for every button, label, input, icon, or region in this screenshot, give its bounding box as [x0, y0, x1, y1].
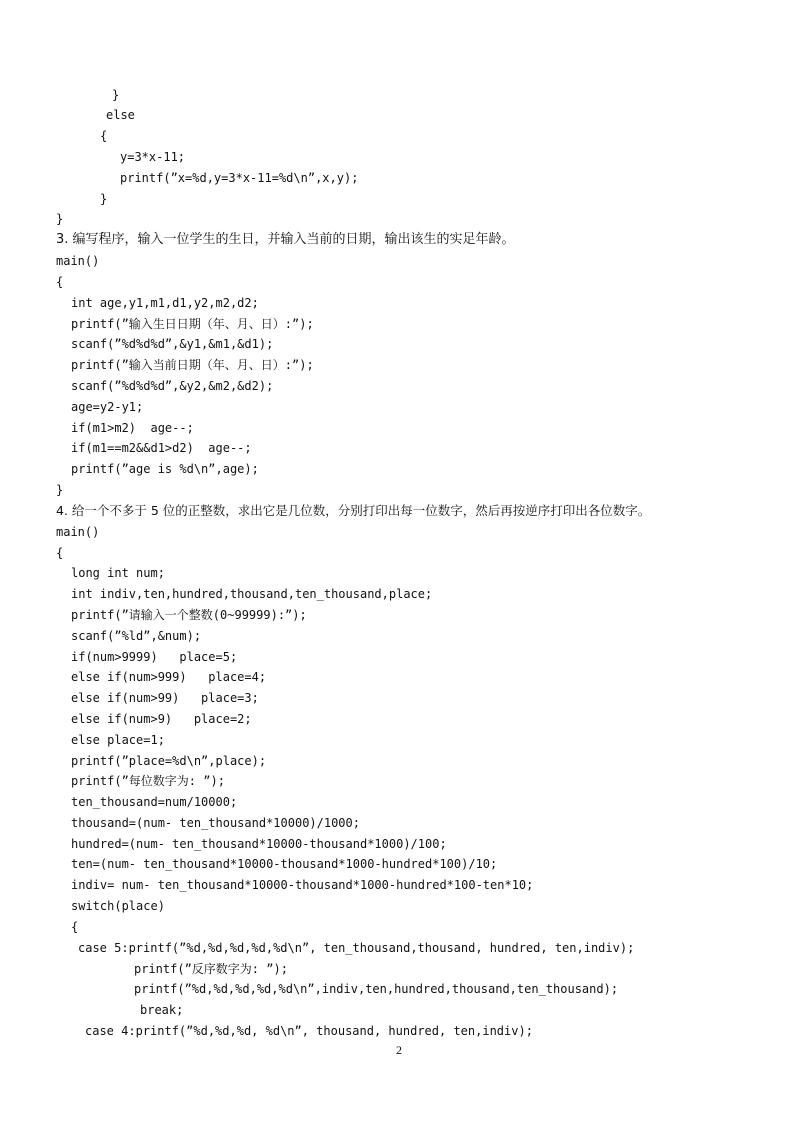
- code-line: scanf(”%d%d%d”,&y2,&m2,&d2);: [71, 379, 274, 393]
- code-line: long int num;: [71, 566, 165, 580]
- code-line: {: [56, 275, 64, 289]
- code-line: printf(”age is %d\n”,age);: [71, 462, 259, 476]
- problem-heading: 4. 给一个不多于 5 位的正整数，求出它是几位数，分别打印出每一位数字，然后再按逆序打印出各位数字。: [56, 503, 651, 518]
- code-line: }: [100, 192, 108, 206]
- problem-heading: 3. 编写程序，输入一位学生的生日，并输入当前的日期，输出该生的实足年龄。: [56, 232, 515, 247]
- code-line: break;: [140, 1003, 184, 1017]
- code-line: printf(”place=%d\n”,place);: [71, 754, 267, 768]
- code-line: printf(”反序数字为: ”);: [134, 962, 288, 976]
- code-line: {: [71, 920, 79, 934]
- code-line: ten=(num- ten_thousand*10000-thousand*1000-hundred*100)/10;: [71, 857, 498, 871]
- code-line: {: [56, 546, 64, 560]
- code-line: printf(”请输入一个整数(0~99999):”);: [71, 608, 307, 622]
- code-line: else if(num>999) place=4;: [71, 670, 267, 684]
- code-line: printf(”输入生日日期（年、月、日）:”);: [71, 317, 314, 331]
- code-line: if(m1==m2&&d1>d2) age--;: [71, 441, 252, 455]
- code-line: age=y2-y1;: [71, 400, 144, 414]
- code-line: if(m1>m2) age--;: [71, 421, 194, 435]
- code-line: }: [56, 212, 64, 226]
- code-line: case 5:printf(”%d,%d,%d,%d,%d\n”, ten_thousand,thousand, hundred, ten,indiv);: [78, 941, 635, 955]
- code-line: y=3*x-11;: [120, 150, 186, 164]
- code-line: printf(”x=%d,y=3*x-11=%d\n”,x,y);: [120, 171, 359, 185]
- code-line: else if(num>9) place=2;: [71, 712, 252, 726]
- code-line: main(): [56, 254, 100, 268]
- code-line: switch(place): [71, 899, 165, 913]
- code-line: scanf(”%d%d%d”,&y1,&m1,&d1);: [71, 337, 274, 351]
- code-line: int indiv,ten,hundred,thousand,ten_thousand,place;: [71, 587, 433, 601]
- code-line: else if(num>99) place=3;: [71, 691, 259, 705]
- code-line: scanf(”%ld”,&num);: [71, 629, 202, 643]
- code-line: hundred=(num- ten_thousand*10000-thousand*1000)/100;: [71, 837, 447, 851]
- code-line: int age,y1,m1,d1,y2,m2,d2;: [71, 296, 259, 310]
- code-line: thousand=(num- ten_thousand*10000)/1000;: [71, 816, 360, 830]
- code-line: ten_thousand=num/10000;: [71, 795, 238, 809]
- code-line: {: [100, 129, 108, 143]
- page-number: 2: [396, 1043, 402, 1057]
- code-line: else place=1;: [71, 733, 165, 747]
- code-line: main(): [56, 525, 100, 539]
- code-line: else: [106, 108, 135, 122]
- code-line: case 4:printf(”%d,%d,%d, %d\n”, thousand, hundred, ten,indiv);: [85, 1024, 533, 1038]
- code-line: printf(”每位数字为: ”);: [71, 774, 225, 788]
- code-line: if(num>9999) place=5;: [71, 650, 238, 664]
- code-line: }: [112, 88, 120, 102]
- code-line: }: [56, 483, 64, 497]
- code-line: printf(”输入当前日期（年、月、日）:”);: [71, 358, 314, 372]
- code-line: indiv= num- ten_thousand*10000-thousand*1000-hundred*100-ten*10;: [71, 878, 534, 892]
- code-line: printf(”%d,%d,%d,%d,%d\n”,indiv,ten,hundred,thousand,ten_thousand);: [134, 982, 619, 996]
